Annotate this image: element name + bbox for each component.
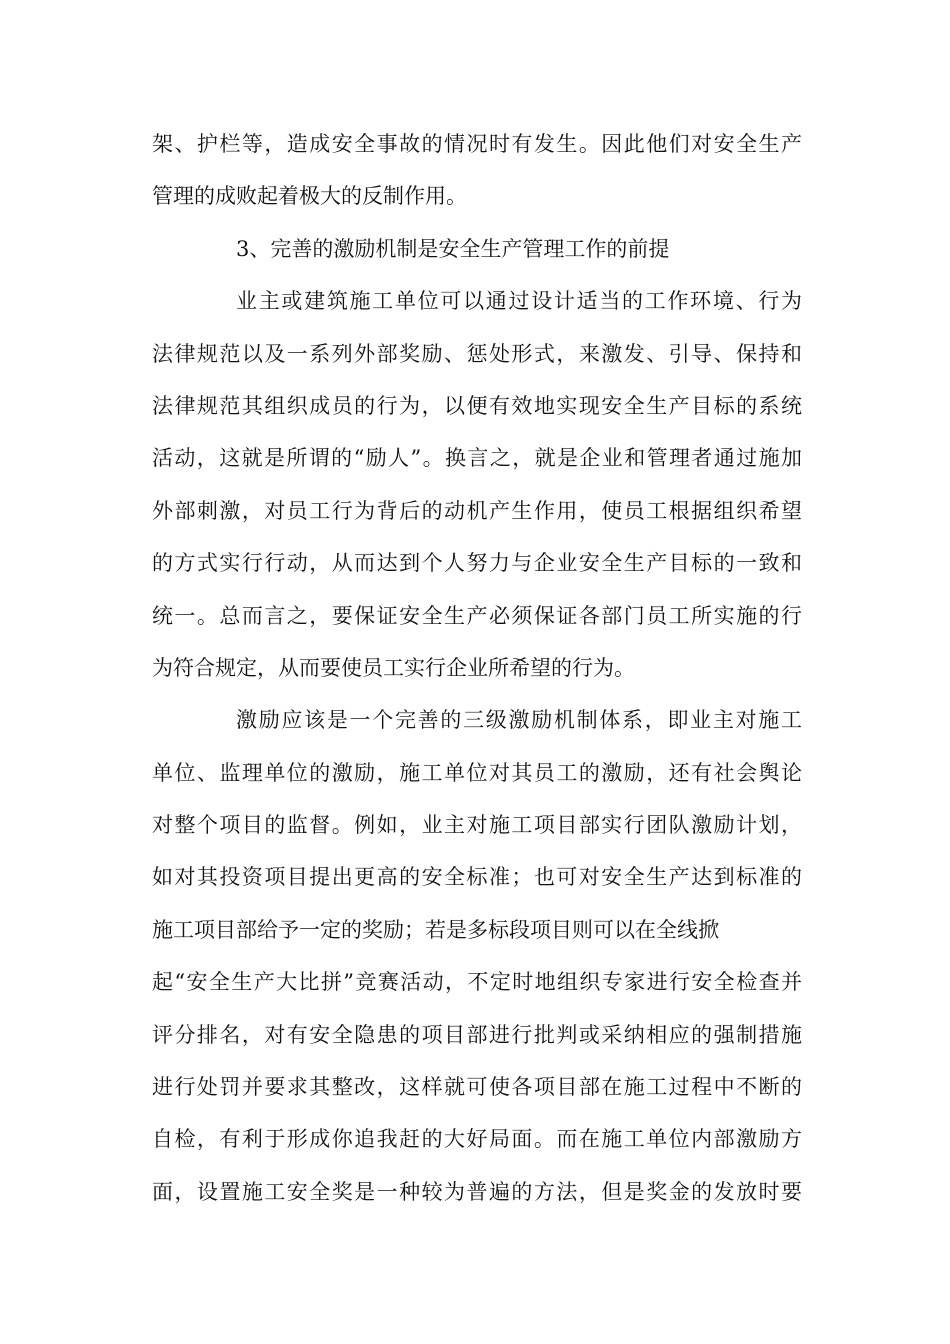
paragraph-line: 施工项目部给予一定的奖励；若是多标段项目则可以在全线掀 bbox=[152, 917, 719, 942]
paragraph-line: 评分排名，对有安全隐患的项目部进行批判或采纳相应的强制措施 bbox=[152, 1022, 802, 1047]
paragraph-line: 法律规范其组织成员的行为，以便有效地实现安全生产目标的系统 bbox=[152, 393, 802, 418]
paragraph-line: 统一。总而言之，要保证安全生产必须保证各部门员工所实施的行 bbox=[152, 603, 802, 628]
paragraph-line: 法律规范以及一系列外部奖励、惩处形式，来激发、引导、保持和 bbox=[152, 341, 802, 366]
paragraph-line: 业主或建筑施工单位可以通过设计适当的工作环境、行为 bbox=[236, 289, 802, 314]
paragraph-line: 单位、监理单位的激励，施工单位对其员工的激励，还有社会舆论 bbox=[152, 760, 802, 785]
paragraph-line: 进行处罚并要求其整改，这样就可使各项目部在施工过程中不断的 bbox=[152, 1075, 802, 1100]
paragraph-line: 外部刺激，对员工行为背后的动机产生作用，使员工根据组织希望 bbox=[152, 498, 802, 523]
paragraph-line: 面，设置施工安全奖是一种较为普遍的方法，但是奖金的发放时要 bbox=[152, 1179, 802, 1204]
paragraph-line: 自检，有利于形成你追我赶的大好局面。而在施工单位内部激励方 bbox=[152, 1127, 802, 1152]
paragraph-line: 如对其投资项目提出更高的安全标准；也可对安全生产达到标准的 bbox=[152, 865, 802, 890]
paragraph-line: 管理的成败起着极大的反制作用。 bbox=[152, 184, 467, 209]
document-body bbox=[152, 118, 802, 1218]
section-heading: 3、完善的激励机制是安全生产管理工作的前提 bbox=[236, 236, 670, 261]
paragraph-line: 激励应该是一个完善的三级激励机制体系，即业主对施工 bbox=[236, 708, 802, 733]
paragraph-line: 的方式实行行动，从而达到个人努力与企业安全生产目标的一致和 bbox=[152, 551, 802, 576]
paragraph-line: 架、护栏等，造成安全事故的情况时有发生。因此他们对安全生产 bbox=[152, 132, 802, 156]
paragraph-line: 对整个项目的监督。例如，业主对施工项目部实行团队激励计划， bbox=[152, 813, 802, 838]
paragraph-line: 起“安全生产大比拼”竞赛活动，不定时地组织专家进行安全检查并 bbox=[152, 970, 802, 995]
paragraph-line: 为符合规定，从而要使员工实行企业所希望的行为。 bbox=[152, 655, 635, 680]
paragraph-line: 活动，这就是所谓的“励人”。换言之，就是企业和管理者通过施加 bbox=[152, 446, 802, 471]
